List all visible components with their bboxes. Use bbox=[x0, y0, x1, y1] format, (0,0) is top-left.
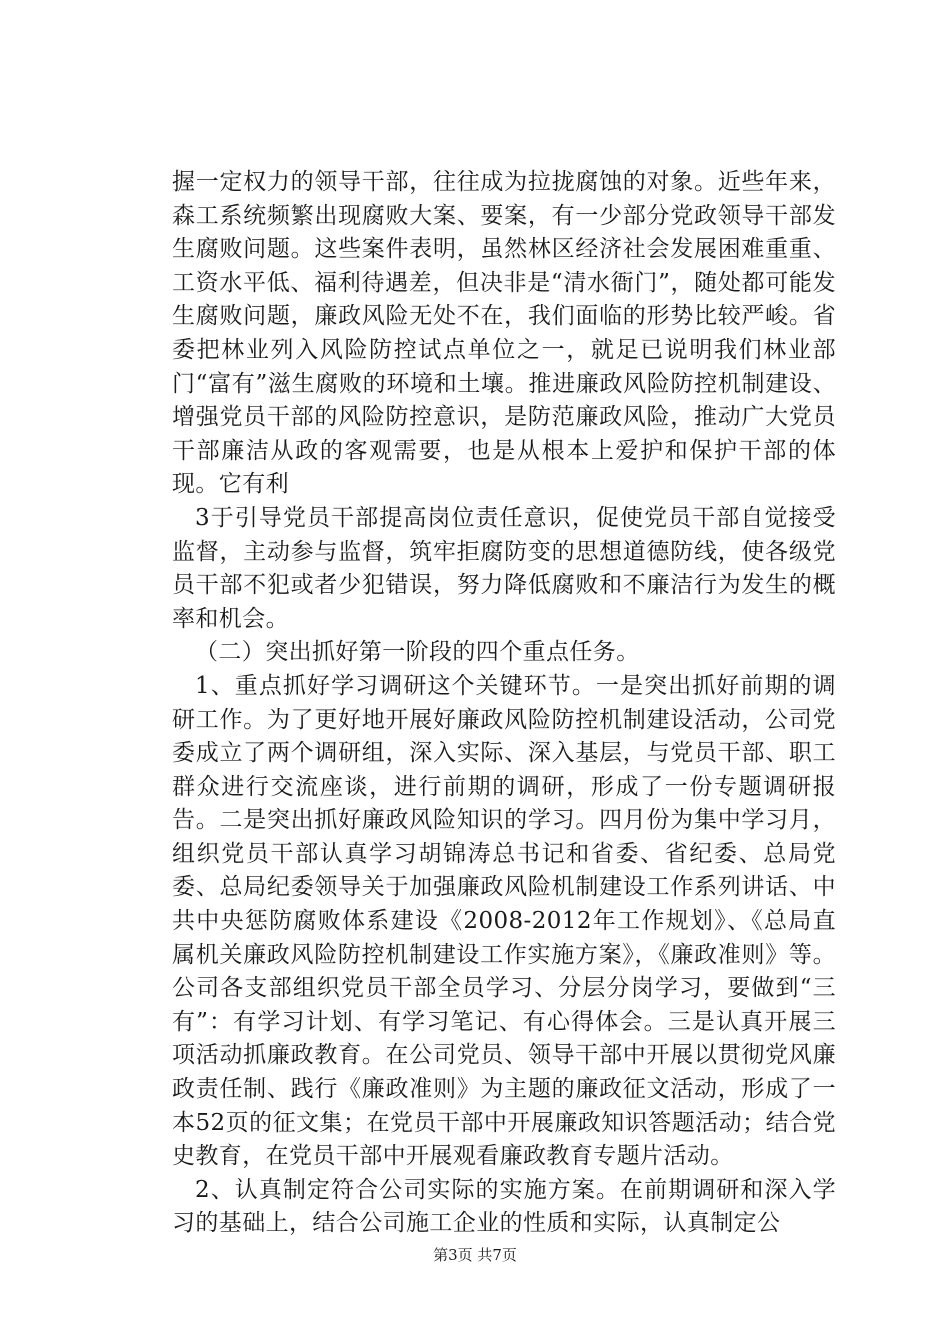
page-number-footer: 第3页 共7页 bbox=[433, 1246, 517, 1264]
document-body bbox=[172, 166, 836, 1241]
paragraph-item-2: 2、认真制定符合公司实际的实施方案。在前期调研和深入学习的基础上，结合公司施工企业的性质和实际，认真制定公 bbox=[172, 1176, 836, 1237]
section-heading: （二）突出抓好第一阶段的四个重点任务。 bbox=[195, 639, 640, 666]
paragraph-item-1: 1、重点抓好学习调研这个关键环节。一是突出抓好前期的调研工作。为了更好地开展好廉政风险防控机制建设活动，公司党委成立了两个调研组，深入实际、深入基层，与党员干部、职工群众进行交流座谈，进行前期的调研，形成了一份专题调研报告。二是突出抓好廉政风险知识的学习。四月份为集中学习月，组织党员干部认真学习胡锦涛总书记和省委、省纪委、总局党委、总局纪委领导关于加强廉政风险机制建设工作系列讲话、中共中央惩防腐败体系建设《2008-2012年工作规划》、《总局直属机关廉政风险防控机制建设工作实施方案》，《廉政准则》等。公司各支部组织党员干部全员学习、分层分岗学习，要做到“三有”：有学习计划、有学习笔记、有心得体会。三是认真开展三项活动抓廉政教育。在公司党员、领导干部中开展以贯彻党风廉政责任制、践行《廉政准则》为主题的廉政征文活动，形成了一本52页的征文集；在党员干部中开展廉政知识答题活动；结合党史教育，在党员干部中开展观看廉政教育专题片活动。 bbox=[172, 672, 836, 1170]
paragraph-continuation-2: 3于引导党员干部提高岗位责任意识，促使党员干部自觉接受监督，主动参与监督，筑牢拒腐防变的思想道德防线，使各级党员干部不犯或者少犯错误，努力降低腐败和不廉洁行为发生的概率和机会。 bbox=[172, 504, 836, 632]
paragraph-continuation: 握一定权力的领导干部，往往成为拉拢腐蚀的对象。近些年来，森工系统频繁出现腐败大案、要案，有一少部分党政领导干部发生腐败问题。这些案件表明，虽然林区经济社会发展困难重重、工资水平低、福利待遇差，但决非是“清水衙门”，随处都可能发生腐败问题，廉政风险无处不在，我们面临的形势比较严峻。省委把林业列入风险防控试点单位之一，就足已说明我们林业部门“富有”滋生腐败的环境和土壤。推进廉政风险防控机制建设、增强党员干部的风险防控意识，是防范廉政风险，推动广大党员干部廉洁从政的客观需要，也是从根本上爱护和保护干部的体现。它有利 bbox=[172, 169, 836, 498]
